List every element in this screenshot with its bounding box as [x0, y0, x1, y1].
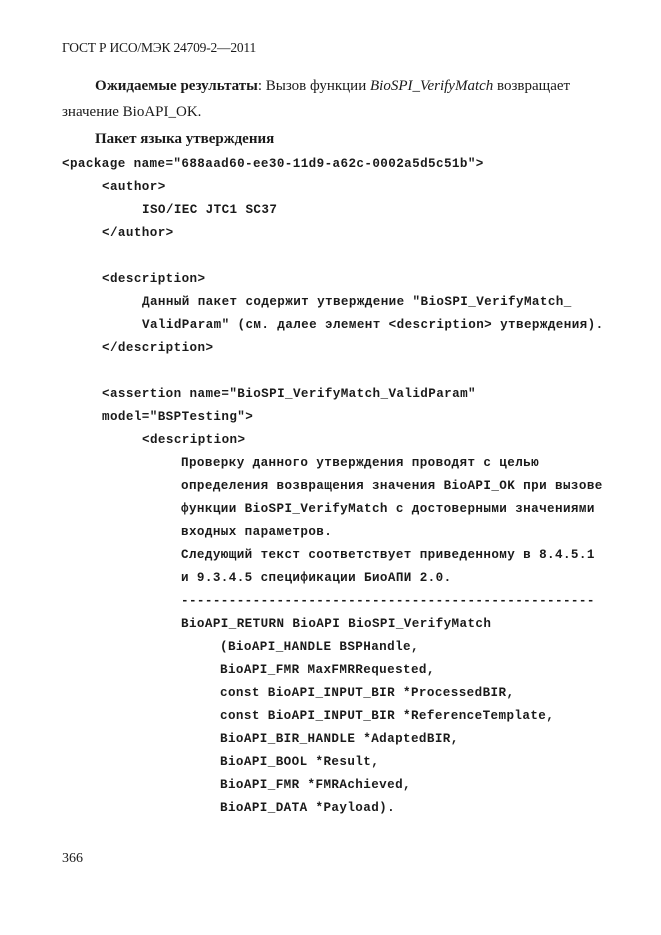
- code-line: <assertion name="BioSPI_VerifyMatch_ValidParam": [102, 387, 477, 401]
- code-line: функции BioSPI_VerifyMatch с достоверными значениями: [181, 502, 595, 516]
- section-heading: Пакет языка утверждения: [95, 131, 275, 147]
- page-header-standard-id: ГОСТ Р ИСО/МЭК 24709-2—2011: [62, 40, 257, 55]
- code-line: BioAPI_FMR *FMRAchieved,: [220, 778, 411, 792]
- code-line: model="BSPTesting">: [102, 410, 254, 424]
- code-line: ----------------------------------------------------: [181, 594, 595, 608]
- code-line: определения возвращения значения BioAPI_OK при вызове: [181, 479, 603, 493]
- code-line: </author>: [102, 226, 174, 240]
- function-name: BioSPI_VerifyMatch: [369, 78, 494, 94]
- code-line: const BioAPI_INPUT_BIR *ProcessedBIR,: [220, 686, 515, 700]
- code-line: ISO/IEC JTC1 SC37: [142, 203, 278, 217]
- code-line: BioAPI_RETURN BioAPI BioSPI_VerifyMatch: [181, 617, 492, 631]
- expected-results-text-before: Вызов функции: [261, 78, 370, 94]
- code-line: <package name="688aad60-ee30-11d9-a62c-0002a5d5c51b">: [62, 157, 484, 171]
- code-line: ValidParam" (см. далее элемент <description> утверждения).: [142, 318, 604, 332]
- page-number: 366: [62, 851, 83, 866]
- expected-results-line-2: значение BioAPI_OK.: [62, 104, 202, 120]
- code-line: Проверку данного утверждения проводят с целью: [181, 456, 540, 470]
- code-line: const BioAPI_INPUT_BIR *ReferenceTemplate,: [220, 709, 555, 723]
- expected-results-text-after: возвращает: [493, 78, 571, 94]
- code-line: <author>: [102, 180, 166, 194]
- code-line: BioAPI_BIR_HANDLE *AdaptedBIR,: [220, 732, 459, 746]
- code-line: <description>: [102, 272, 206, 286]
- code-line: Данный пакет содержит утверждение "BioSPI_VerifyMatch_: [142, 295, 572, 309]
- code-line: Следующий текст соответствует приведенному в 8.4.5.1: [181, 548, 595, 562]
- code-line: входных параметров.: [181, 525, 333, 539]
- code-line: BioAPI_BOOL *Result,: [220, 755, 380, 769]
- code-line: <description>: [142, 433, 246, 447]
- code-line: BioAPI_FMR MaxFMRRequested,: [220, 663, 435, 677]
- expected-results-label: Ожидаемые результаты: [95, 78, 258, 94]
- code-line: </description>: [102, 341, 214, 355]
- code-line: и 9.3.4.5 спецификации БиоАПИ 2.0.: [181, 571, 452, 585]
- code-line: BioAPI_DATA *Payload).: [220, 801, 396, 815]
- expected-results-colon: :: [257, 78, 262, 94]
- code-line: (BioAPI_HANDLE BSPHandle,: [220, 640, 419, 654]
